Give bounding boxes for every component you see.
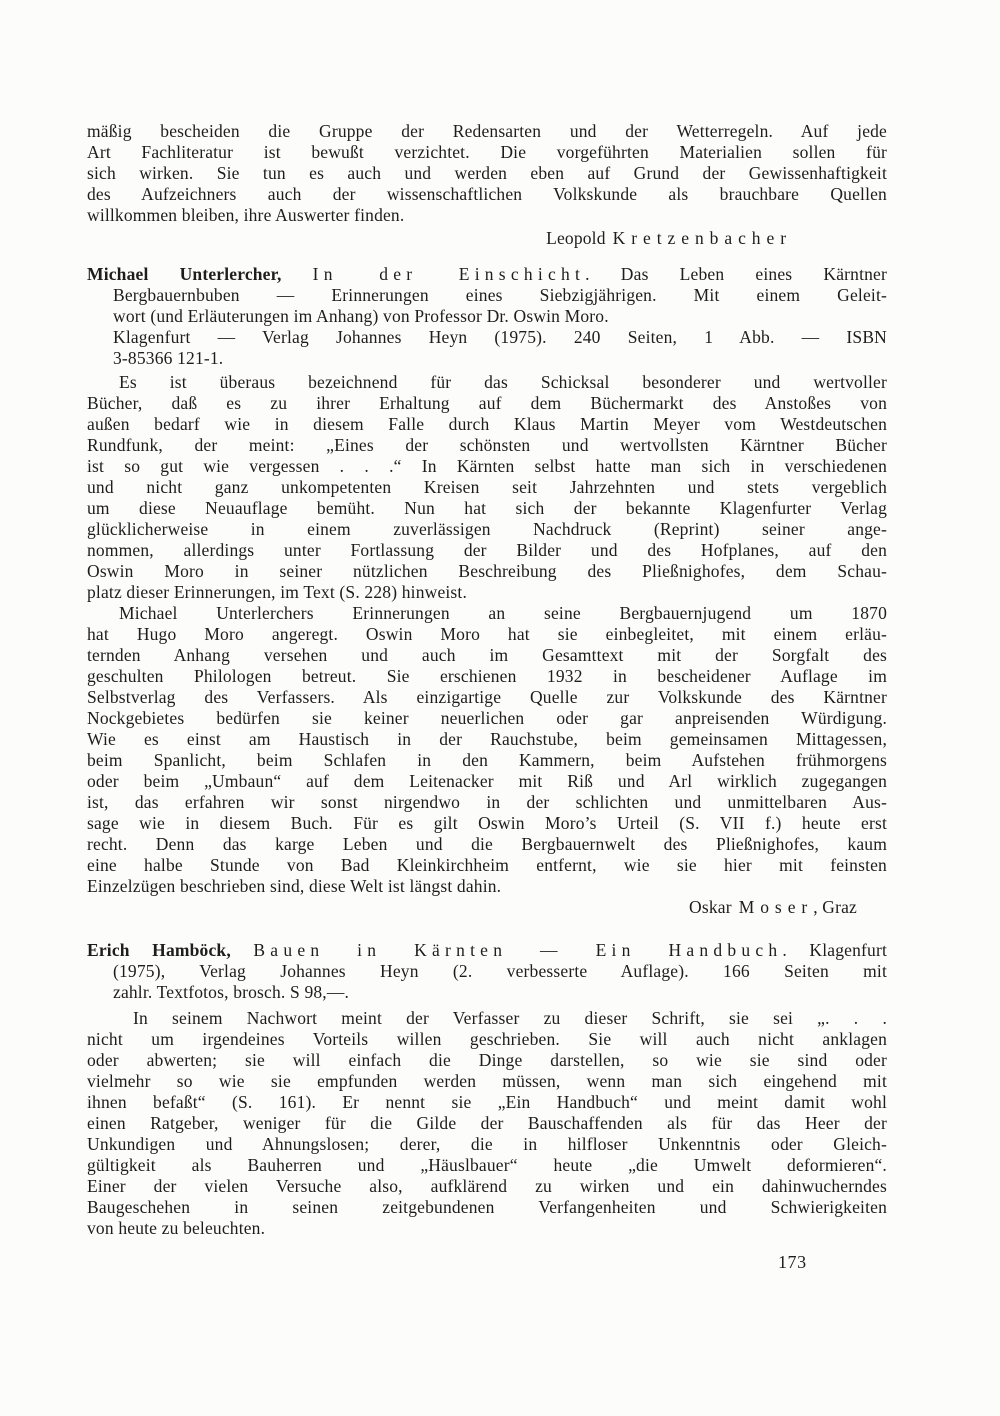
text-line: oder beim „Umbaun“ auf dem Leitenacker mit Riß und Arl wirklich zugegangen xyxy=(87,771,887,791)
text-segment: , Graz xyxy=(813,897,857,917)
text-segment: Leopold xyxy=(546,228,606,248)
text-line: von heute zu beleuchten. xyxy=(87,1218,266,1238)
text-line: Baugeschehen in seinen zeitgebundenen Verfangenheiten und Schwierigkeiten xyxy=(87,1197,887,1217)
text-line: Bücher, daß es zu ihrer Erhaltung auf dem Büchermarkt des Anstoßes von xyxy=(87,393,887,413)
text-line: Art Fachliteratur ist bewußt verzichtet. Die vorgeführten Materialien sollen für xyxy=(87,142,887,162)
text-line: geschulten Philologen betreut. Sie erschienen 1932 in bescheidener Auflage im xyxy=(87,666,887,686)
text-line xyxy=(87,285,887,306)
text-segment: Oskar xyxy=(689,897,732,917)
text-line: Unkundigen und Ahnungslosen; derer, die in hilfloser Unkenntnis oder Gleich- xyxy=(87,1134,887,1154)
text-line: In seinem Nachwort meint der Verfasser zu dieser Schrift, sie sei „. . . xyxy=(133,1008,887,1028)
text-line: nommen, allerdings unter Fortlassung der Bilder und des Hofplanes, auf den xyxy=(87,540,887,560)
text-line: Einer der vielen Versuche also, aufklärend zu wirken und ein dahinwucherndes xyxy=(87,1176,887,1196)
paragraph-continuation-kretzenbacher-review xyxy=(87,121,887,226)
text-line: Es ist überaus bezeichnend für das Schicksal besonderer und wertvoller xyxy=(119,372,887,392)
text-line: ist so gut wie vergessen . . .“ In Kärnten selbst hatte man sich in verschiedenen xyxy=(87,456,887,476)
text-line xyxy=(87,348,887,369)
text-line: oder abwerten; sie will einfach die Dinge darstellen, so wie sie sind oder xyxy=(87,1050,887,1070)
text-segment: zahlr. Textfotos, brosch. S 98,—. xyxy=(113,982,350,1002)
text-line: recht. Denn das karge Leben und die Bergbauernwelt des Pließnighofes, kaum xyxy=(87,834,887,854)
text-line: des Aufzeichners auch der wissenschaftlichen Volkskunde als brauchbare Quellen xyxy=(87,184,887,204)
text-line: willkommen bleiben, ihre Auswerter finden. xyxy=(87,205,405,225)
book-entry-hamboeck-heading xyxy=(87,940,887,1003)
book-entry-unterlercher-heading xyxy=(87,264,887,369)
text-segment: 3-85366 121-1. xyxy=(113,348,224,368)
page-body xyxy=(87,121,887,1239)
text-line: glücklicherweise in einem zuverlässigen Nachdruck (Reprint) seiner ange- xyxy=(87,519,887,539)
author-name: Michael Unterlercher, xyxy=(87,264,282,284)
text-line xyxy=(87,327,887,348)
text-line: Rundfunk, der meint: „Eines der schönsten und wertvollsten Kärntner Bücher xyxy=(87,435,887,455)
text-line: platz dieser Erinnerungen, im Text (S. 228) hinweist. xyxy=(87,582,468,602)
letterspaced-text: Moser xyxy=(738,897,814,917)
text-line: ihnen befaßt“ (S. 161). Er nennt sie „Ein Handbuch“ und meint damit wohl xyxy=(87,1092,887,1112)
text-line xyxy=(87,264,887,285)
text-segment: . Das Leben eines Kärntner xyxy=(585,264,887,284)
text-line: Michael Unterlerchers Erinnerungen an seine Bergbauernjugend um 1870 xyxy=(119,603,887,623)
text-line: Nockgebietes bedürfen sie keiner neuerlichen oder gar anpreisenden Würdigung. xyxy=(87,708,887,728)
text-segment: wort (und Erläuterungen im Anhang) von Professor Dr. Oswin Moro. xyxy=(113,306,609,326)
text-line: außen bedarf wie in diesem Falle durch Klaus Martin Meyer vom Westdeutschen xyxy=(87,414,887,434)
text-segment: . Klagenfurt xyxy=(782,940,887,960)
text-line: vielmehr so wie sie empfunden werden müssen, wenn man sich eingehend mit xyxy=(87,1071,887,1091)
signature-leopold-kretzenbacher xyxy=(87,228,887,249)
letterspaced-text: In der Einschicht xyxy=(312,264,586,284)
text-line xyxy=(87,961,887,982)
text-line: sage wie in diesem Buch. Für es gilt Oswin Moro’s Urteil (S. VII f.) heute erst xyxy=(87,813,887,833)
text-segment xyxy=(231,940,254,960)
text-segment xyxy=(282,264,313,284)
letterspaced-text: Kretzenbacher xyxy=(612,228,792,248)
text-line xyxy=(87,982,887,1003)
page-number: 173 xyxy=(778,1252,807,1272)
text-segment: Klagenfurt — Verlag Johannes Heyn (1975). 240 Seiten, 1 Abb. — ISBN xyxy=(113,327,887,347)
text-line: mäßig bescheiden die Gruppe der Redensarten und der Wetterregeln. Auf jede xyxy=(87,121,887,141)
text-line xyxy=(87,306,887,327)
signature-oskar-moser xyxy=(87,897,887,918)
text-line: um diese Neuauflage bemüht. Nun hat sich der bekannte Klagenfurter Verlag xyxy=(87,498,887,518)
text-line: Oswin Moro in seiner nützlichen Beschreibung des Pließnighofes, dem Schau- xyxy=(87,561,887,581)
text-line: Einzelzügen beschrieben sind, diese Welt ist längst dahin. xyxy=(87,876,502,896)
text-line: eine halbe Stunde von Bad Kleinkirchheim entfernt, wie sie hier mit feinsten xyxy=(87,855,887,875)
text-line: nicht um irgendeines Vorteils willen geschrieben. Sie will auch nicht anklagen xyxy=(87,1029,887,1049)
text-line: einen Ratgeber, weniger für die Gilde der Bauschaffenden als für das Heer der xyxy=(87,1113,887,1133)
paragraph-unterlercher-review-1 xyxy=(87,372,887,603)
text-segment: (1975), Verlag Johannes Heyn (2. verbesserte Auflage). 166 Seiten mit xyxy=(113,961,887,981)
paragraph-unterlercher-review-2 xyxy=(87,603,887,897)
paragraph-hamboeck-review xyxy=(87,1008,887,1239)
text-line: Wie es einst am Haustisch in der Rauchstube, beim gemeinsamen Mittagessen, xyxy=(87,729,887,749)
text-line: ist, das erfahren wir sonst nirgendwo in der schlichten und unmittelbaren Aus- xyxy=(87,792,887,812)
text-line: hat Hugo Moro angeregt. Oswin Moro hat sie einbegleitet, mit einem erläu- xyxy=(87,624,887,644)
text-line: ternden Anhang versehen und auch im Gesamttext mit der Sorgfalt des xyxy=(87,645,887,665)
text-line: sich wirken. Sie tun es auch und werden eben auf Grund der Gewissenhaftigkeit xyxy=(87,163,887,183)
text-segment: Bergbauernbuben — Erinnerungen eines Siebzigjährigen. Mit einem Geleit- xyxy=(113,285,887,305)
text-line: und nicht ganz unkompetenten Kreisen seit Jahrzehnten und stets vergeblich xyxy=(87,477,887,497)
text-line: Selbstverlag des Verfassers. Als einzigartige Quelle zur Volkskunde des Kärntner xyxy=(87,687,887,707)
author-name: Erich Hamböck, xyxy=(87,940,231,960)
text-line: gültigkeit als Bauherren und „Häuslbauer“ heute „die Umwelt deformieren“. xyxy=(87,1155,887,1175)
letterspaced-text: Bauen in Kärnten — Ein Handbuch xyxy=(253,940,783,960)
text-line xyxy=(87,940,887,961)
text-line: beim Spanlicht, beim Schlafen in den Kammern, beim Aufstehen frühmorgens xyxy=(87,750,887,770)
